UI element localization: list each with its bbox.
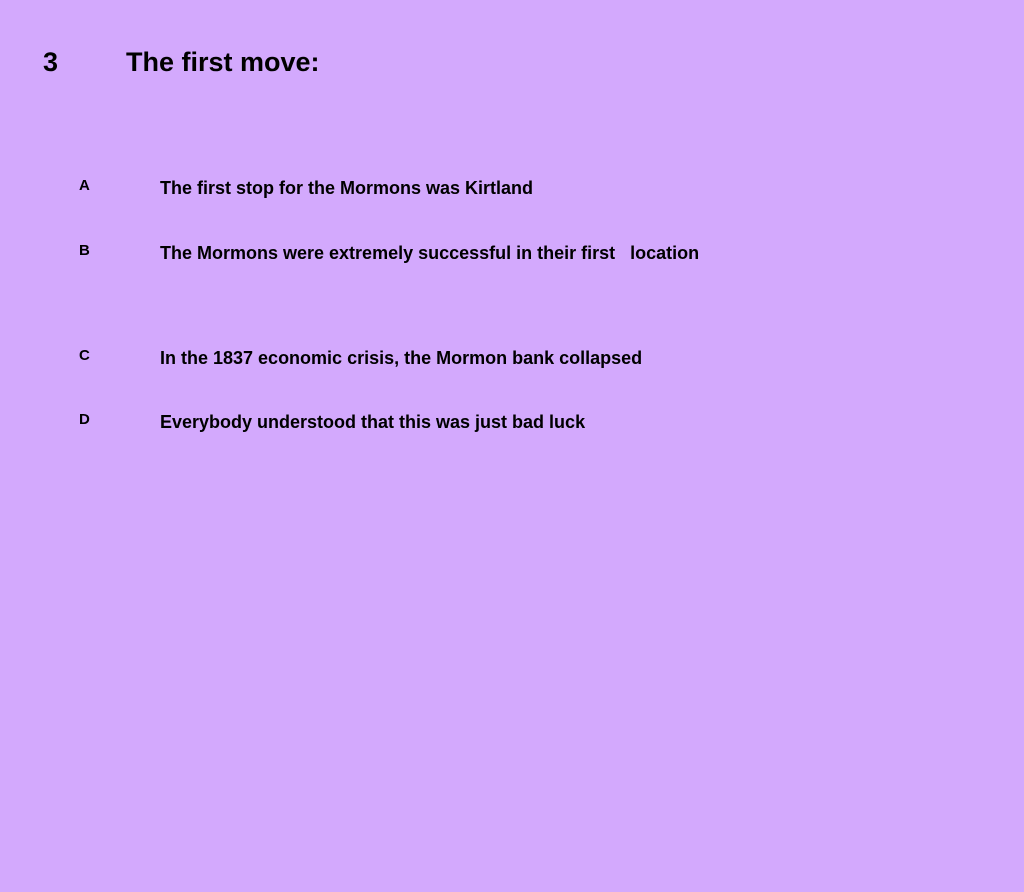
option-text: Everybody understood that this was just bad luck	[160, 412, 586, 432]
option-text: The first stop for the Mormons was Kirtland	[160, 178, 534, 198]
option-letter: A	[79, 177, 90, 194]
option-letter: D	[79, 411, 90, 428]
question-title: The first move:	[126, 47, 320, 77]
option-text: The Mormons were extremely successful in their first location	[160, 243, 700, 263]
option-c[interactable]	[0, 347, 1024, 377]
option-letter: B	[79, 242, 90, 259]
question-number: 3	[43, 47, 59, 77]
option-text: In the 1837 economic crisis, the Mormon bank collapsed	[160, 348, 643, 368]
option-d[interactable]	[0, 411, 1024, 441]
option-b[interactable]	[0, 242, 1024, 272]
option-letter: C	[79, 347, 90, 364]
option-a[interactable]	[0, 177, 1024, 207]
